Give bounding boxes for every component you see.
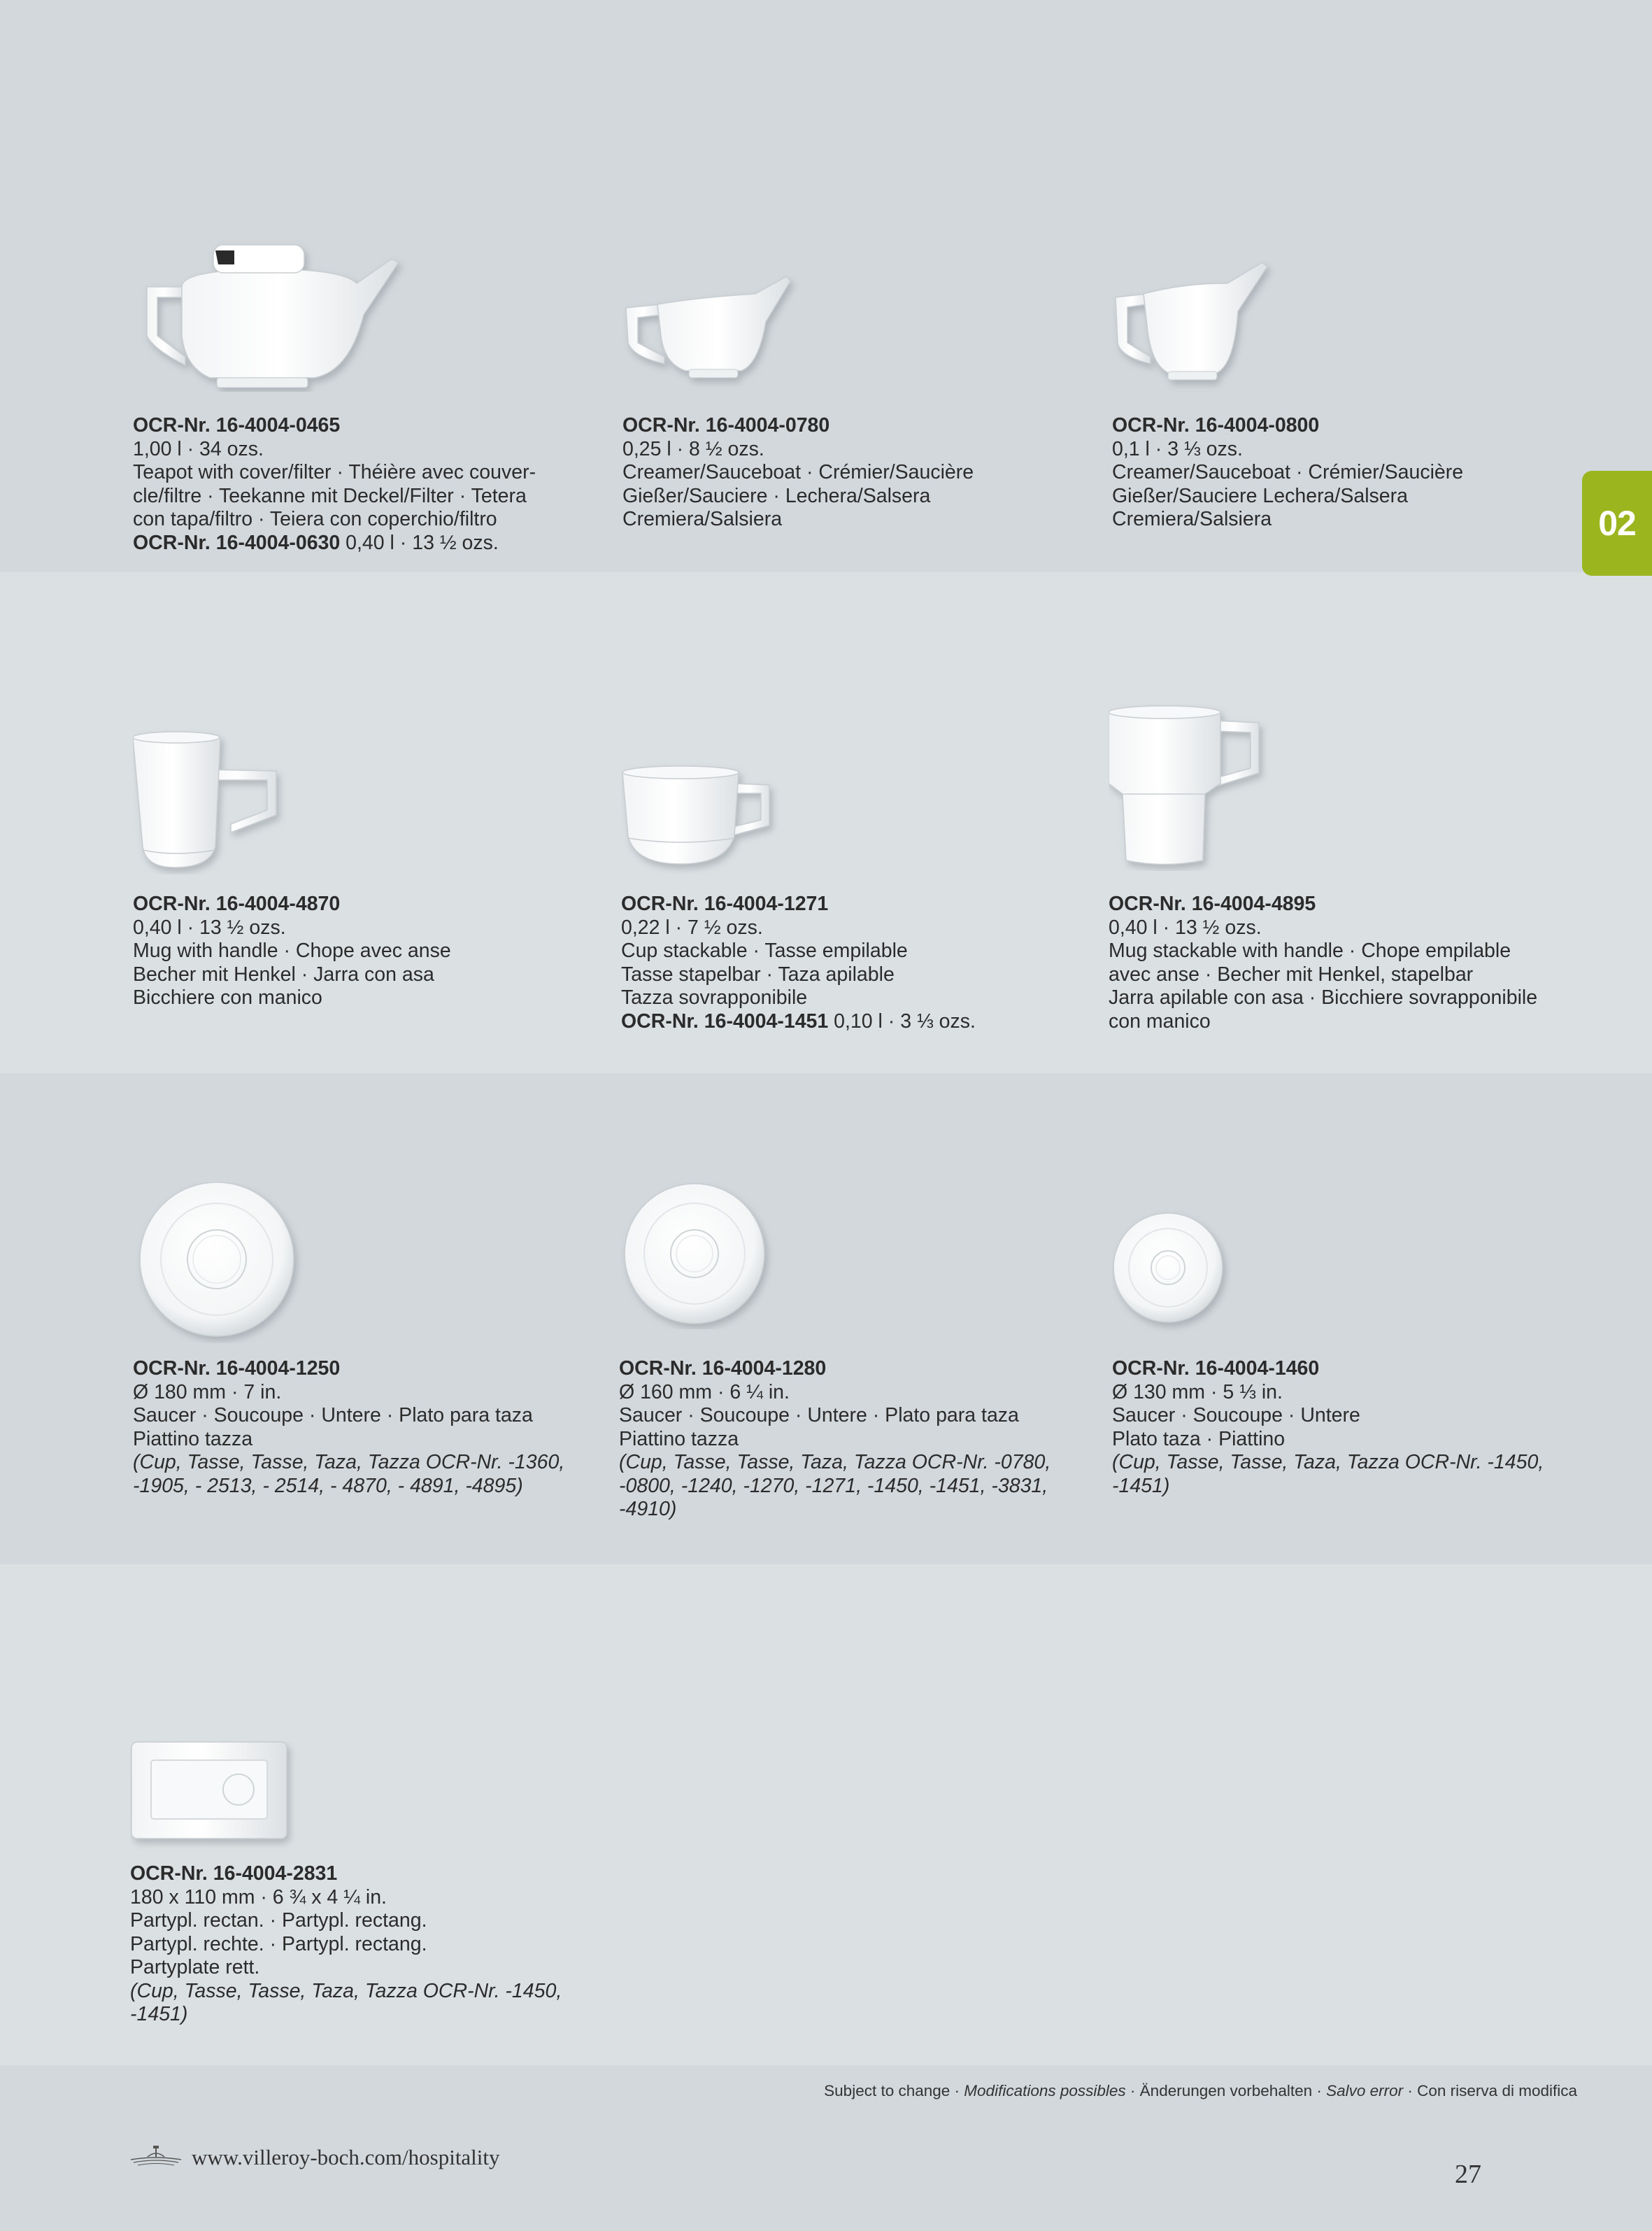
- product-code: OCR-Nr. 16-4004-2831: [130, 1862, 338, 1885]
- product-code: OCR-Nr. 16-4004-1460: [1112, 1357, 1320, 1380]
- product-line: 0,25 l · 8 ½ ozs.: [622, 437, 764, 460]
- product-compat: (Cup, Tasse, Tasse, Taza, Tazza OCR-Nr. -0780,: [619, 1451, 1051, 1473]
- product-line: Gießer/Sauciere Lechera/Salsera: [1112, 484, 1408, 507]
- creamer-image: [1112, 255, 1294, 395]
- product-compat: -4910): [619, 1498, 677, 1520]
- creamer-image: [622, 266, 804, 392]
- product-line: Mug stackable with handle · Chope empilable: [1109, 940, 1511, 962]
- product-line: Creamer/Sauceboat · Crémier/Saucière: [622, 461, 974, 483]
- product-line: Saucer · Soucoupe · Untere: [1112, 1404, 1360, 1426]
- product-line: Teapot with cover/filter · Théière avec couver-: [133, 461, 536, 483]
- product-line: Cup stackable · Tasse empilable: [621, 940, 908, 962]
- product-text-saucer-130: [1112, 1357, 1567, 1498]
- product-line: 1,00 l · 34 ozs.: [133, 437, 264, 460]
- disclaimer: [824, 2082, 1577, 2100]
- disclaimer-part: · Änderungen vorbehalten ·: [1125, 2082, 1327, 2099]
- product-line: Partypl. rectan. · Partypl. rectang.: [130, 1909, 427, 1932]
- product-code: OCR-Nr. 16-4004-0800: [1112, 414, 1320, 437]
- product-line: Saucer · Soucoupe · Untere · Plato para taza: [619, 1404, 1019, 1426]
- product-text-teapot: [133, 414, 588, 555]
- disclaimer-part: · Con riserva di modifica: [1403, 2082, 1577, 2099]
- product-variant: [133, 532, 588, 555]
- product-line: 0,40 l · 13 ½ ozs.: [133, 916, 286, 939]
- product-line: Mug with handle · Chope avec anse: [133, 940, 451, 962]
- product-compat: -1905, - 2513, - 2514, - 4870, - 4891, -4895): [133, 1474, 523, 1497]
- product-code: OCR-Nr. 16-4004-1250: [133, 1357, 341, 1380]
- product-text-saucer-160: [619, 1357, 1074, 1522]
- product-text-mug-stackable: [1109, 893, 1563, 1033]
- product-line: Jarra apilable con asa · Bicchiere sovrapponibile: [1109, 986, 1538, 1009]
- saucer-image: [1112, 1210, 1238, 1336]
- product-line: avec anse · Becher mit Henkel, stapelbar: [1109, 963, 1474, 986]
- partyplate-image: [130, 1741, 298, 1853]
- product-line: Gießer/Sauciere · Lechera/Salsera: [622, 484, 931, 507]
- product-line: Saucer · Soucoupe · Untere · Plato para taza: [133, 1404, 533, 1426]
- mug-stackable-image: [1109, 703, 1276, 871]
- product-variant: [621, 1010, 1076, 1034]
- product-line: Becher mit Henkel · Jarra con asa: [133, 963, 434, 986]
- disclaimer-part: Modifications possibles: [964, 2082, 1126, 2099]
- product-line: Piattino tazza: [619, 1427, 739, 1450]
- product-code: OCR-Nr. 16-4004-1280: [619, 1357, 827, 1380]
- product-line: Ø 160 mm · 6 ¼ in.: [619, 1380, 790, 1403]
- product-code: OCR-Nr. 16-4004-1271: [621, 893, 829, 915]
- product-line: Ø 180 mm · 7 in.: [133, 1380, 282, 1403]
- cup-image: [621, 763, 782, 874]
- product-code: OCR-Nr. 16-4004-4870: [133, 893, 341, 915]
- product-compat: (Cup, Tasse, Tasse, Taza, Tazza OCR-Nr. -1360,: [133, 1451, 565, 1473]
- mug-image: [133, 728, 294, 874]
- product-line: 180 x 110 mm · 6 ¾ x 4 ¼ in.: [130, 1885, 387, 1908]
- product-text-partyplate: [130, 1862, 585, 2027]
- product-text-saucer-180: [133, 1357, 588, 1498]
- product-text-cup-stackable: [621, 893, 1076, 1033]
- product-compat: -0800, -1240, -1270, -1271, -1450, -1451, -3831,: [619, 1474, 1048, 1497]
- product-text-creamer-small: [1112, 414, 1567, 532]
- page-number: 27: [1455, 2160, 1481, 2189]
- product-line: Tasse stapelbar · Taza apilable: [621, 963, 895, 986]
- product-code: OCR-Nr. 16-4004-4895: [1109, 893, 1316, 915]
- product-line: con manico: [1109, 1010, 1211, 1033]
- product-compat: -1451): [130, 2003, 188, 2025]
- variant-code: OCR-Nr. 16-4004-1451: [621, 1010, 829, 1033]
- product-line: Plato taza · Piattino: [1112, 1427, 1286, 1450]
- saucer-image: [619, 1182, 780, 1329]
- product-compat: (Cup, Tasse, Tasse, Taza, Tazza OCR-Nr. -1450,: [1112, 1451, 1544, 1473]
- product-text-mug: [133, 893, 588, 1010]
- website-link[interactable]: www.villeroy-boch.com/hospitality: [192, 2145, 500, 2169]
- product-line: 0,40 l · 13 ½ ozs.: [1109, 916, 1262, 939]
- product-line: 0,22 l · 7 ½ ozs.: [621, 916, 763, 939]
- product-line: 0,1 l · 3 ⅓ ozs.: [1112, 437, 1243, 460]
- chapter-tab[interactable]: 02: [1582, 471, 1652, 576]
- villeroy-boch-logo-icon: [128, 2143, 184, 2168]
- variant-code: OCR-Nr. 16-4004-0630: [133, 531, 341, 554]
- product-line: Tazza sovrapponibile: [621, 986, 808, 1009]
- disclaimer-part: Salvo error: [1326, 2082, 1404, 2099]
- teapot-image: [133, 231, 413, 392]
- product-line: Bicchiere con manico: [133, 986, 322, 1009]
- product-compat: -1451): [1112, 1474, 1170, 1497]
- product-compat: (Cup, Tasse, Tasse, Taza, Tazza OCR-Nr. -1450,: [130, 1979, 562, 2002]
- product-line: Partypl. rechte. · Partypl. rectang.: [130, 1932, 427, 1955]
- product-line: Cremiera/Salsiera: [622, 508, 783, 530]
- product-line: cle/filtre · Teekanne mit Deckel/Filter · Tetera: [133, 484, 527, 507]
- product-line: Partyplate rett.: [130, 1956, 260, 1978]
- product-line: Cremiera/Salsiera: [1112, 508, 1272, 530]
- product-code: OCR-Nr. 16-4004-0780: [622, 414, 830, 437]
- product-code: OCR-Nr. 16-4004-0465: [133, 414, 341, 437]
- product-line: Ø 130 mm · 5 ⅓ in.: [1112, 1380, 1283, 1403]
- disclaimer-part: Subject to change ·: [824, 2082, 964, 2099]
- product-line: Piattino tazza: [133, 1427, 253, 1450]
- product-line: con tapa/filtro · Teiera con coperchio/filtro: [133, 508, 497, 530]
- product-line: Creamer/Sauceboat · Crémier/Saucière: [1112, 461, 1464, 483]
- saucer-image: [133, 1182, 308, 1343]
- variant-size: 0,40 l · 13 ½ ozs.: [340, 531, 499, 554]
- variant-size: 0,10 l · 3 ⅓ ozs.: [828, 1010, 976, 1033]
- product-text-creamer-large: [622, 414, 1077, 532]
